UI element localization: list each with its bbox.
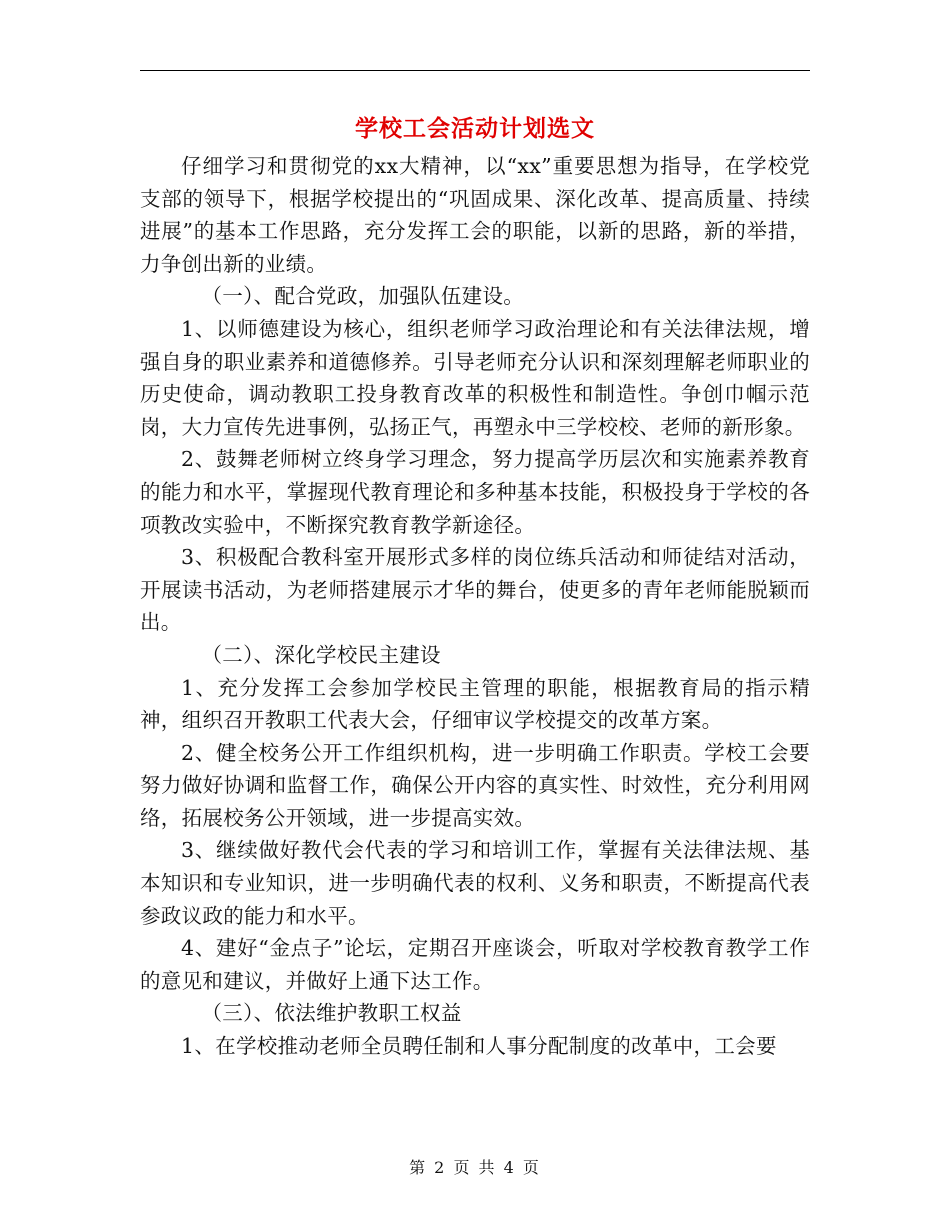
paragraph: 2、健全校务公开工作组织机构，进一步明确工作职责。学校工会要努力做好协调和监督工作，确保公开内容的真实性、时效性，充分利用网络，拓展校务公开领域，进一步提高实效。 — [140, 740, 810, 830]
section-heading-2: （二）、深化学校民主建设 — [201, 642, 441, 667]
document-title: 学校工会活动计划选文 — [355, 115, 595, 142]
header-rule — [140, 70, 810, 71]
paragraph: 1、以师德建设为核心，组织老师学习政治理论和有关法律法规，增强自身的职业素养和道德修养。引导老师充分认识和深刻理解老师职业的历史使命，调动教职工投身教育改革的积极性和制造性。争创巾帼示范岗，大力宣传先进事例，弘扬正气，再塑永中三学校校、老师的新形象。 — [140, 316, 810, 439]
page-footer: 第 2 页 共 4 页 — [409, 1158, 541, 1177]
section-heading-3: （三）、依法维护教职工权益 — [201, 1001, 462, 1026]
paragraph: 2、鼓舞老师树立终身学习理念，努力提高学历层次和实施素养教育的能力和水平，掌握现代教育理论和多种基本技能，积极投身于学校的各项教改实验中，不断探究教育教学新途径。 — [140, 447, 810, 537]
paragraph: 1、充分发挥工会参加学校民主管理的职能，根据教育局的指示精神，组织召开教职工代表大会，仔细审议学校提交的改革方案。 — [140, 675, 810, 733]
paragraph: 3、继续做好教代会代表的学习和培训工作，掌握有关法律法规、基本知识和专业知识，进一步明确代表的权利、义务和职责，不断提高代表参政议政的能力和水平。 — [140, 838, 810, 928]
document-body — [140, 150, 810, 1063]
paragraph-intro: 仔细学习和贯彻党的xx大精神，以“xx”重要思想为指导，在学校党支部的领导下，根据学校提出的“巩固成果、深化改革、提高质量、持续进展”的基本工作思路，充分发挥工会的职能，以新的思路，新的举措，力争创出新的业绩。 — [140, 154, 810, 276]
section-heading-1: （一）、配合党政，加强队伍建设。 — [201, 284, 525, 309]
paragraph: 3、积极配合教科室开展形式多样的岗位练兵活动和师徒结对活动，开展读书活动，为老师搭建展示才华的舞台，使更多的青年老师能脱颖而出。 — [140, 545, 810, 635]
paragraph: 1、在学校推动老师全员聘任制和人事分配制度的改革中，工会要 — [181, 1034, 777, 1059]
paragraph: 4、建好“金点子”论坛，定期召开座谈会，听取对学校教育教学工作的意见和建议，并做好上通下达工作。 — [140, 936, 810, 993]
